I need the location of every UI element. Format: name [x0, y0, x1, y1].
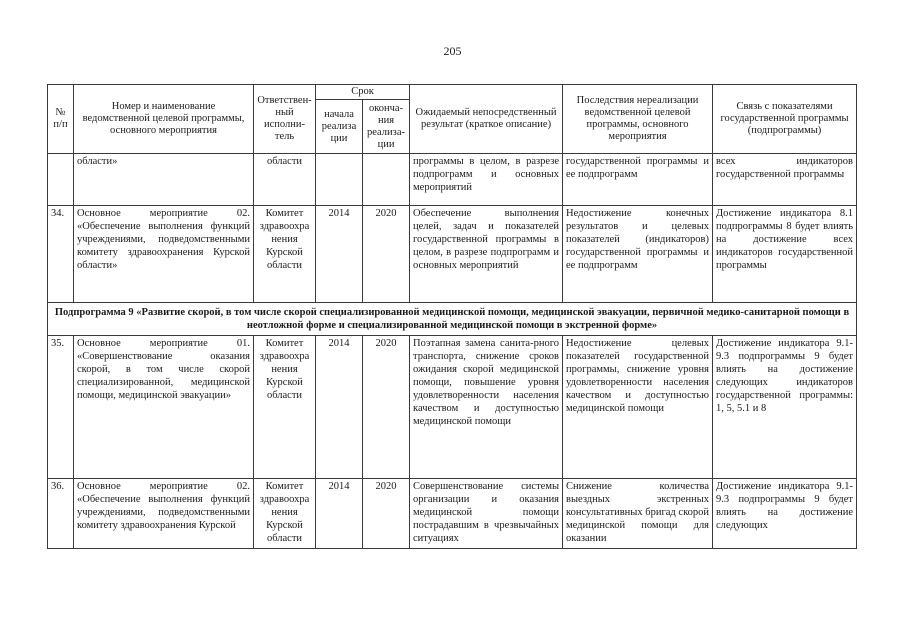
subprogram-row: [48, 303, 857, 336]
row-end: [363, 154, 410, 206]
row-responsible: Комитет здравоохра нения Курской области: [254, 479, 316, 549]
row-consequences: Недостижение целевых показателей государственной программы, снижение уровня удовлетворенности населения качеством и доступностью медицинской помощи: [563, 336, 713, 479]
row-name: Основное мероприятие 02. «Обеспечение выполнения функций учреждениями, подведомственными комитету здравоохранения Курской области»: [74, 206, 254, 303]
subprogram-title: Подпрограмма 9 «Развитие скорой, в том числе скорой специализированной медицинской помощи, медицинской эвакуации, первичной медико-санитарной помощи в неотложной форме и специализированной медицинской помощи в экстренной форме»: [48, 303, 857, 336]
row-start: 2014: [316, 206, 363, 303]
header-num: № п/п: [48, 85, 74, 154]
row-link: всех индикаторов государственной программы: [713, 154, 857, 206]
row-consequences: Недостижение конечных результатов и целевых показателей (индикаторов) государственной программы и ее подпрограмм: [563, 206, 713, 303]
row-consequences: Снижение количества выездных экстренных консультативных бригад скорой медицинской помощи для оказании: [563, 479, 713, 549]
row-name: Основное мероприятие 02. «Обеспечение выполнения функций учреждениями, подведомственными комитету здравоохранения Курской: [74, 479, 254, 549]
row-link: Достижение индикатора 9.1-9.3 подпрограммы 9 будет влиять на достижение следующих: [713, 479, 857, 549]
row-end: 2020: [363, 336, 410, 479]
row-responsible: Комитет здравоохра нения Курской области: [254, 206, 316, 303]
header-name: Номер и наименование ведомственной целевой программы, основного мероприятия: [74, 85, 254, 154]
header-responsible: Ответствен-ный исполни-тель: [254, 85, 316, 154]
header-term: Срок: [316, 85, 410, 100]
row-num: 36.: [48, 479, 74, 549]
header-link: Связь с показателями государственной программы (подпрограммы): [713, 85, 857, 154]
page-number: 205: [443, 44, 462, 58]
row-responsible: области: [254, 154, 316, 206]
row-start: 2014: [316, 479, 363, 549]
row-end: 2020: [363, 479, 410, 549]
header-start: начала реализа ции: [316, 100, 363, 154]
row-num: 34.: [48, 206, 74, 303]
row-name: Основное мероприятие 01. «Совершенствование оказания скорой, в том числе скорой специализированной, медицинской помощи, медицинской эвакуации»: [74, 336, 254, 479]
row-consequences: государственной программы и ее подпрограмм: [563, 154, 713, 206]
table-row: [48, 336, 857, 479]
header-consequences: Последствия нереализации ведомственной целевой программы, основного мероприятия: [563, 85, 713, 154]
header-result: Ожидаемый непосредственный результат (краткое описание): [410, 85, 563, 154]
row-start: 2014: [316, 336, 363, 479]
header-end: оконча-ния реализа-ции: [363, 100, 410, 154]
row-link: Достижение индикатора 8.1 подпрограммы 8 будет влиять на достижение всех индикаторов государственной программы: [713, 206, 857, 303]
row-result: программы в целом, в разрезе подпрограмм и основных мероприятий: [410, 154, 563, 206]
measures-table: [47, 84, 857, 549]
row-num: [48, 154, 74, 206]
row-responsible: Комитет здравоохра нения Курской области: [254, 336, 316, 479]
row-name: области»: [74, 154, 254, 206]
row-result: Поэтапная замена санита-рного транспорта, снижение сроков ожидания скорой медицинской помощи, повышение уровня удовлетворенности населения качеством и доступностью медицинской помощи: [410, 336, 563, 479]
row-result: Обеспечение выполнения целей, задач и показателей государственной программы в целом, в разрезе подпрограмм и основных мероприятий: [410, 206, 563, 303]
row-num: 35.: [48, 336, 74, 479]
row-end: 2020: [363, 206, 410, 303]
row-result: Совершенствование системы организации и оказания медицинской помощи пострадавшим в чрезвычайных ситуациях: [410, 479, 563, 549]
row-start: [316, 154, 363, 206]
table-row: [48, 154, 857, 206]
table-row: [48, 479, 857, 549]
table-row: [48, 206, 857, 303]
row-link: Достижение индикатора 9.1-9.3 подпрограммы 9 будет влиять на достижение следующих индикаторов государственной программы: 1, 5, 5.1 и 8: [713, 336, 857, 479]
